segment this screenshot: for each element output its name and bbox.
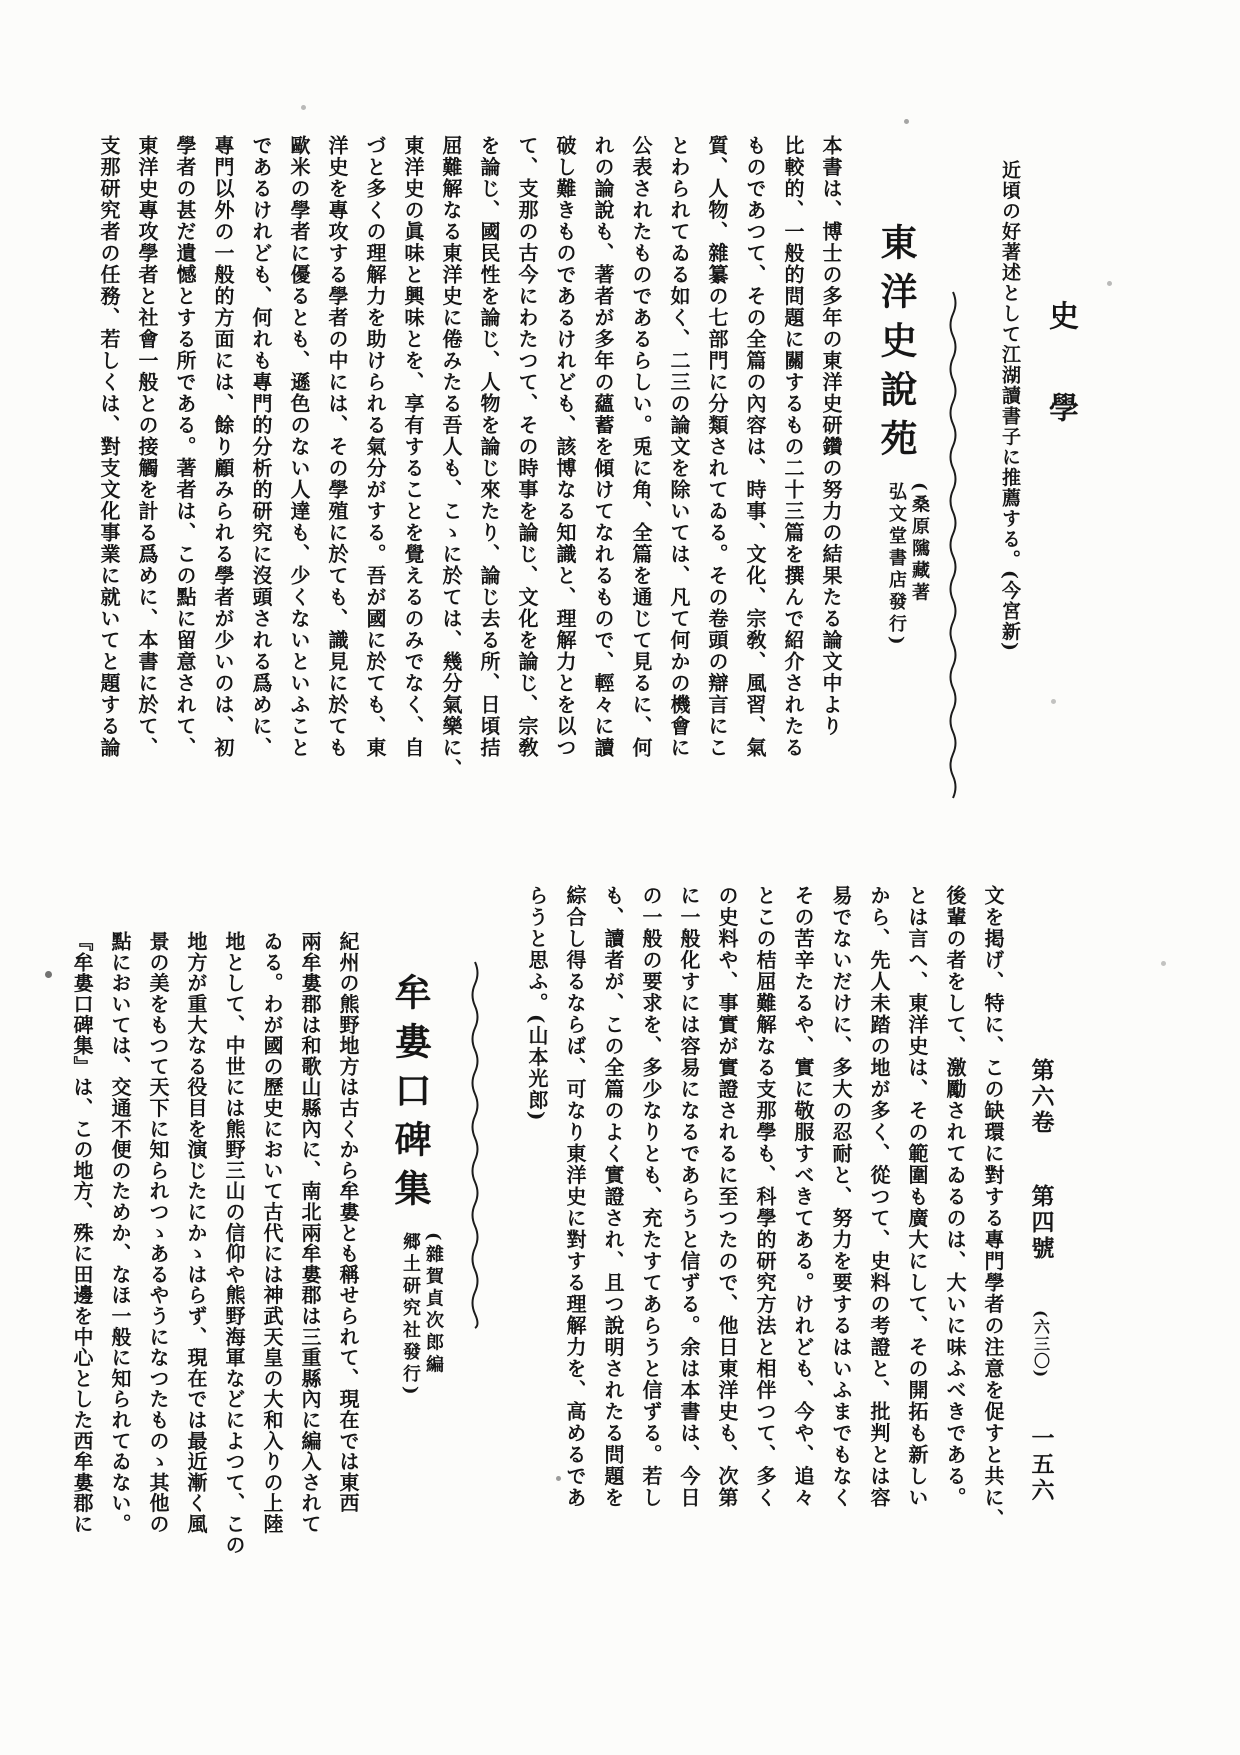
text-column: に一般化すには容易になるであらうと信ずる。余は本書は、今日 bbox=[677, 885, 701, 1509]
review1-publisher-note: 弘文堂書店發行) bbox=[886, 482, 907, 649]
wavy-line-graphic bbox=[946, 290, 960, 810]
text-column: 文を掲げ、特に、この缺環に對する專門學者の注意を促すと共に、 bbox=[981, 885, 1005, 1530]
scan-speckles bbox=[0, 0, 3, 3]
folio-number: (六三〇) bbox=[1031, 1310, 1051, 1379]
text-column: 綜合し得るならば、可なり東洋史に對する理解力を、高めるであ bbox=[563, 885, 587, 1509]
text-column: 破し難きものであるけれども、該博なる知識と、理解力とを以つ bbox=[553, 135, 577, 759]
issue-info-column bbox=[1026, 1058, 1056, 1504]
text-column: 地方が重大なる役目を演じたにかゝはらず、現在では最近漸く風 bbox=[184, 931, 208, 1535]
text-column: も、讀者が、この全篇のよく實證され、且つ說明されたる問題を bbox=[601, 885, 625, 1509]
text-column: づと多くの理解力を助けられる氣分がする。吾が國に於ても、東 bbox=[363, 135, 387, 759]
text-column: ものであつて、その全篇の內容は、時事、文化、宗敎、風習、氣 bbox=[743, 135, 767, 759]
text-column: 紀州の熊野地方は古くから牟婁とも稱せられて、現在では東西 bbox=[336, 931, 360, 1514]
text-column: 學者の甚だ遺憾とする所である。著者は、この點に留意されて、 bbox=[173, 135, 197, 759]
text-column: 『牟婁口碑集』は、この地方、殊に田邊を中心とした西牟婁郡に bbox=[70, 931, 94, 1535]
page-number: 一五六 bbox=[1027, 1426, 1055, 1505]
issue-number-label: 第四號 bbox=[1027, 1184, 1055, 1262]
text-column: 易でないだけに、多大の忍耐と、努力を要するはいふまでもなく bbox=[829, 885, 853, 1509]
wavy-divider bbox=[468, 885, 482, 1569]
previous-review-closing-line: 近頃の好著述として江湖讀書子に推薦する。(今宮新) bbox=[999, 160, 1021, 653]
text-column: 地として、中世には熊野三山の信仰や熊野海軍などによつて、この bbox=[222, 931, 246, 1555]
text-column: れの論說も、著者が多年の蘊蓄を傾けてなれるもので、輕々に讀 bbox=[591, 135, 615, 759]
text-column: て、支那の古今にわたつて、その時事を論じ、文化を論じ、宗敎 bbox=[515, 135, 539, 759]
text-column: 點においては、交通不便のためか、なほ一般に知られてゐない。 bbox=[108, 931, 132, 1535]
text-column: 公表されたものであるらしい。兎に角、全篇を通じて見るに、何 bbox=[629, 135, 653, 759]
text-column: の史料や、事實が實證されるに至つたので、他日東洋史も、次第 bbox=[715, 885, 739, 1509]
review1-book-title: 東洋史說苑 bbox=[874, 223, 918, 468]
text-column: 屈難解なる東洋史に倦みたる吾人も、こゝに於ては、幾分氣樂に、 bbox=[439, 135, 463, 780]
review2-editor-note: (雜賀貞次郎編 bbox=[423, 1232, 444, 1377]
review2-publisher-note: 郷土研究社發行) bbox=[400, 1232, 421, 1399]
text-column: 本書は、博士の多年の東洋史研鑽の努力の結果たる論文中より bbox=[819, 135, 843, 737]
text-column: らうと思ふ。(山本光郎) bbox=[525, 885, 549, 1122]
bottom-section bbox=[70, 885, 1012, 1569]
text-column: 東洋史專攻學者と社會一般との接觸を計る爲めに、本書に於て、 bbox=[135, 135, 159, 759]
text-column: とは言へ、東洋史は、その範圍も廣大にして、その開拓も新しい bbox=[905, 885, 929, 1509]
text-column: その苦辛たるや、實に敬服すべきてある。けれども、今や、追々 bbox=[791, 885, 815, 1509]
text-column: 比較的、一般的問題に關するもの二十三篇を撰んで紹介されたる bbox=[781, 135, 805, 759]
text-column: とわられてゐる如く、二三の論文を除いては、凡て何かの機會に bbox=[667, 135, 691, 759]
text-column: 景の美をもつて天下に知られつゝあるやうになつたものゝ其他の bbox=[146, 931, 170, 1535]
review2-title-column bbox=[383, 885, 445, 1569]
review1-text-columns bbox=[90, 135, 850, 819]
wavy-divider bbox=[946, 135, 960, 819]
text-column: 質、人物、雜纂の七部門に分類されてゐる。その卷頭の辯言にこ bbox=[705, 135, 729, 759]
review2-text-columns bbox=[63, 885, 367, 1569]
review1-author-note: (桑原隲藏著 bbox=[909, 482, 930, 605]
wavy-line-graphic bbox=[468, 960, 482, 1332]
journal-title-header: 史學 bbox=[1043, 300, 1078, 484]
text-column: 歐米の學者に優るとも、遜色のない人達も、少くないといふこと bbox=[287, 135, 311, 759]
text-column: の一般の要求を、多少なりとも、充たすてあらうと信ずる。若し bbox=[639, 885, 663, 1509]
text-column: 兩牟婁郡は和歌山縣內に、南北兩牟婁郡は三重縣內に編入されて bbox=[298, 931, 322, 1535]
review2-title-annotation bbox=[399, 1232, 445, 1399]
text-column: 後輩の者をして、激勵されてゐるのは、大いに味ふべきである。 bbox=[943, 885, 967, 1509]
text-column: ゐる。わが國の歷史において古代には神武天皇の大和入りの上陸 bbox=[260, 931, 284, 1535]
review2-book-title: 牟婁口碑集 bbox=[388, 973, 432, 1218]
text-column: であるけれども、何れも專門的分析的研究に沒頭される爲めに、 bbox=[249, 135, 273, 759]
text-column: 洋史を專攻する學者の中には、その學殖に於ても、識見に於ても bbox=[325, 135, 349, 759]
text-column: から、先人未踏の地が多く、從つて、史料の考證と、批判とは容 bbox=[867, 885, 891, 1509]
review1-top-section bbox=[88, 135, 1028, 819]
text-column: 東洋史の眞味と興味とを、享有することを覺えるのみでなく、自 bbox=[401, 135, 425, 759]
text-column: 專門以外の一般的方面には、餘り顧みられる學者が少いのは、初 bbox=[211, 135, 235, 759]
volume-label: 第六卷 bbox=[1027, 1058, 1055, 1136]
review1-title-column bbox=[869, 135, 931, 819]
review1-continued-columns bbox=[518, 885, 1012, 1569]
text-column: を論じ、國民性を論じ、人物を論じ來たり、論じ去る所、日頃拮 bbox=[477, 135, 501, 759]
review1-title-annotation bbox=[885, 482, 931, 649]
text-column: 支那研究者の任務、若しくは、對支文化事業に就いてと題する論 bbox=[97, 135, 121, 759]
text-column: とこの桔屈難解なる支那學も、科學的研究方法と相伴つて、多く bbox=[753, 885, 777, 1509]
